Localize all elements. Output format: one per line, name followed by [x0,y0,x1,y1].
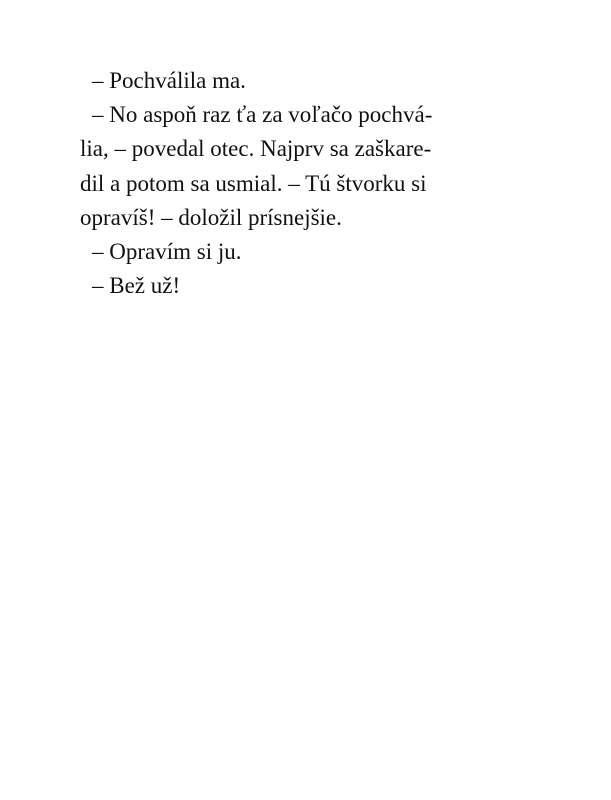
text-line: – Opravím si ju. [92,239,242,265]
text-line: – No aspoň raz ťa za voľačo pochvá- [92,102,433,128]
text-line: – Pochválila ma. [92,68,246,93]
dialogue-text [80,64,520,303]
text-line: lia, – povedal otec. Najprv sa zaškare- [80,136,432,162]
text-line: opravíš! – doložil prísnejšie. [80,204,342,230]
text-line: dil a potom sa usmial. – Tú štvorku si [80,170,427,196]
text-line: – Bež už! [92,273,181,299]
